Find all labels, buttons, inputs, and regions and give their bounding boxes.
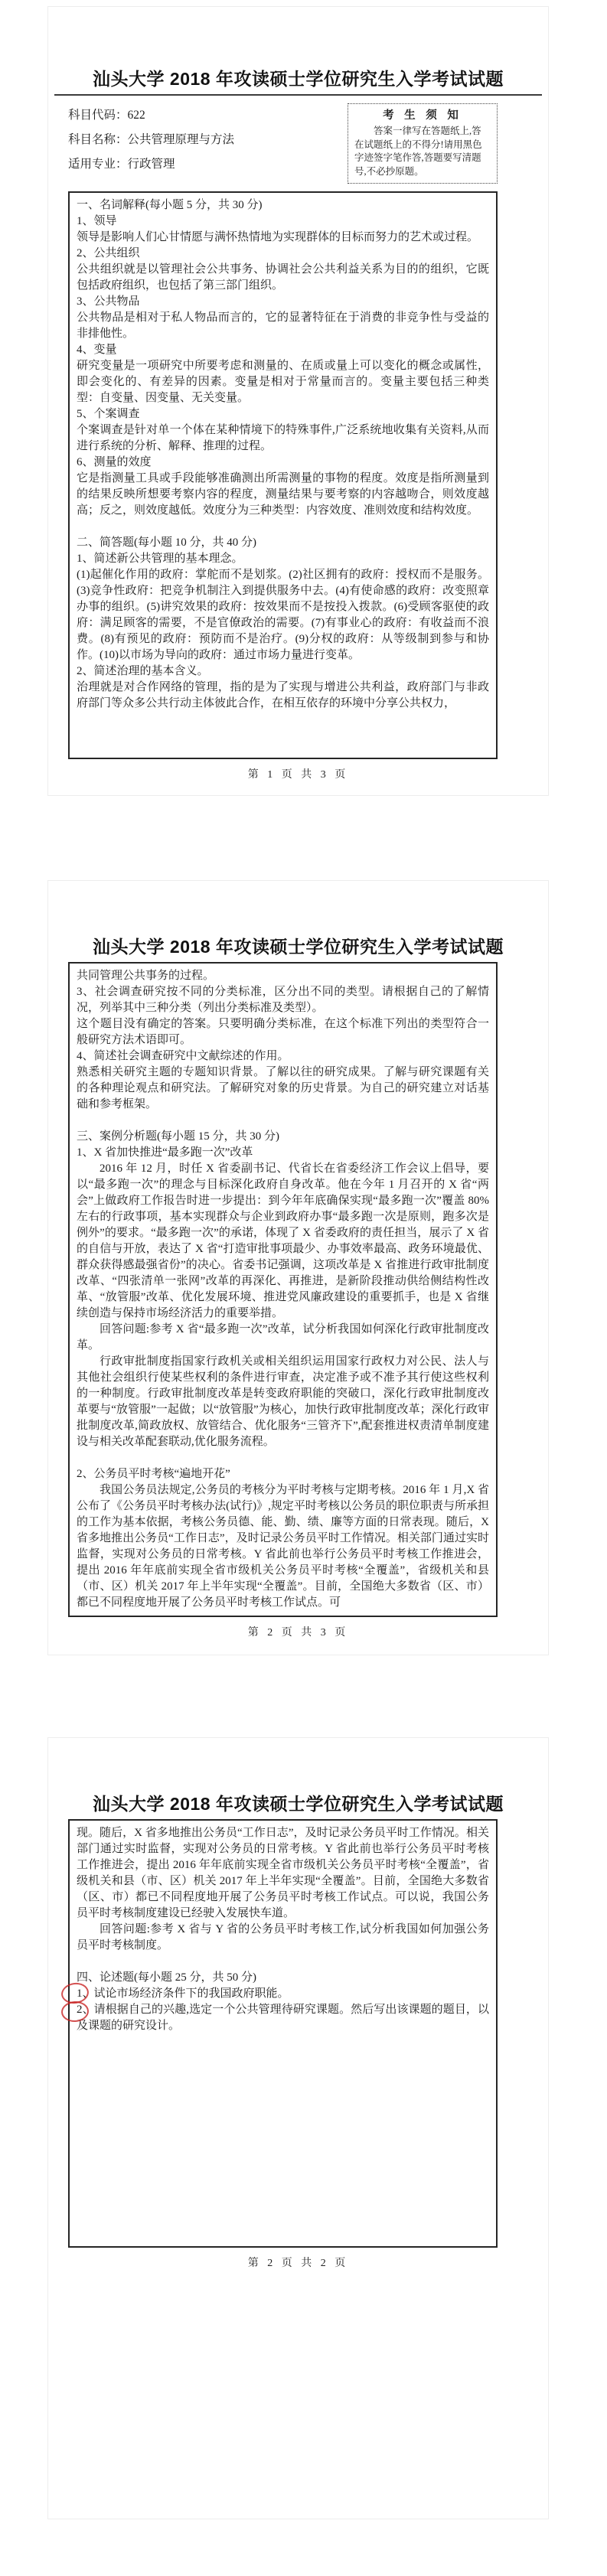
exam-page-3 — [47, 1737, 549, 2519]
page-title: 汕头大学 2018 年攻读硕士学位研究生入学考试试题 — [93, 69, 504, 89]
paragraph: 1、简述新公共管理的基本理念。 — [77, 553, 243, 565]
paragraph: 4、简述社会调查研究中文献综述的作用。 — [77, 1050, 289, 1062]
candidate-notice-body: 答案一律写在答题纸上,答在试题纸上的不得分!请用黑色字迹签字笔作答,答题要写清题号,不必抄原题。 — [354, 126, 482, 177]
paragraph: 二、简答题(每小题 10 分，共 40 分) — [77, 536, 256, 549]
page-title: 汕头大学 2018 年攻读硕士学位研究生入学考试试题 — [93, 1794, 504, 1814]
paragraph: 它是指测量工具或手段能够准确测出所需测量的事物的程度。效度是指所测量到的结果反映所想要考察内容的程度，测量结果与要考察的内容越吻合，则效度越高；反之，则效度越低。效度分为三种类型：内容效度、准则效度和结构效度。 — [77, 472, 489, 517]
paragraph: (1)起催化作用的政府：掌舵而不是划浆。(2)社区拥有的政府：授权而不是服务。(3)竞争性政府：把竞争机制注入到提供服务中去。(4)有使命感的政府：改变照章办事的组织。(5)讲究效果的政府：按效果而不是按投入拨款。(6)受顾客驱使的政府：满足顾客的需要，不是官僚政治的需要。(7)有事业心的政府：有收益而不浪费。(8)有预见的政府：预防而不是治疗。(9)分权的政府：从等级制到参与和协作。(10)以市场为导向的政府：通过市场力量进行变革。 — [77, 569, 489, 661]
page-footer: 第 2 页 共 3 页 — [247, 1627, 349, 1639]
paragraph: 1、试论市场经济条件下的我国政府职能。 — [77, 1987, 289, 2000]
title-rule — [54, 94, 542, 96]
paragraph: 6、测量的效度 — [77, 456, 152, 468]
exam-header — [68, 103, 498, 184]
paragraph: 2、公共组织 — [77, 247, 140, 259]
exam-page-2 — [47, 880, 549, 1655]
paragraph: 行政审批制度指国家行政机关或相关组织运用国家行政权力对公民、法人与其他社会组织行使某些权利的条件进行审查，决定准予或不准予其行使这些权利的一种制度。行政审批制度改革是转变政府职能的突破口，深化行政审批制度改革要与“放管服”一起做；以“放管服”为核心，加快行政审批制度改革；深化行政审批制度改革,简政放权、放管结合、优化服务“三管齐下”,配套推进权责清单制度建设与相关改革配套联动,优化服务流程。 — [77, 1355, 489, 1448]
paragraph: 这个题目没有确定的答案。只要明确分类标准，在这个标准下列出的类型符合一般研究方法术语即可。 — [77, 1018, 489, 1046]
subject-meta — [68, 103, 234, 184]
paragraph: 我国公务员法规定,公务员的考核分为平时考核与定期考核。2016 年 1 月,X 省公布了《公务员平时考核办法(试行)》,规定平时考核以公务员的职位职责与所承担的工作为基本依据，考核公务员德、能、勤、绩、廉等方面的日常表现。随后，X 省多地推出公务员“工作日志”，及时记录公务员平时工作情况。相关部门通过实时监督，实现对公务员的日常考核。Y 省此前也举行公务员平时考核工作推进会，提出 2016 年年底前实现全省市级机关公务员平时考核“全覆盖”，省级机关和县（市、区）机关 2017 年上半年实现“全覆盖”。目前，全国绝大多数省（区、市）都已不同程度地开展了公务员平时考核工作试点。可 — [77, 1484, 489, 1609]
candidate-notice-box — [348, 103, 498, 184]
paragraph: 治理就是对合作网络的管理，指的是为了实现与增进公共利益，政府部门与非政府部门等众多公共行动主体彼此合作，在相互依存的环境中分享公共权力， — [77, 681, 489, 709]
paragraph: 研究变量是一项研究中所要考虑和测量的、在质或量上可以变化的概念或属性，即会变化的、有差异的因素。变量是相对于常量而言的。变量主要包括三种类型：自变量、因变量、无关变量。 — [77, 360, 489, 404]
exam-page-1 — [47, 6, 549, 796]
paragraph: 回答问题:参考 X 省与 Y 省的公务员平时考核工作,试分析我国如何加强公务员平时考核制度。 — [77, 1923, 489, 1952]
page-footer: 第 2 页 共 2 页 — [247, 2258, 349, 2269]
paragraph: 一、名词解释(每小题 5 分，共 30 分) — [77, 199, 263, 211]
applicable-major: 适用专业：行政管理 — [68, 158, 175, 171]
paragraph: 现。随后，X 省多地推出公务员“工作日志”，及时记录公务员平时工作情况。相关部门通过实时监督，实现对公务员的日常考核。Y 省此前也举行公务员平时考核工作推进会，提出 2016 年年底前实现全省市级机关公务员平时考核“全覆盖”，省级机关和县（市、区）机关 2017 年上半年实现“全覆盖”。目前，全国绝大多数省（区、市）都已不同程度地开展了公务员平时考核工作试点。可以说，我国公务员平时考核制度建设已经驶入发展快车道。 — [77, 1827, 489, 1919]
paragraph: 公共物品是相对于私人物品而言的，它的显著特征在于消费的非竞争性与受益的非排他性。 — [77, 311, 489, 340]
paragraph: 四、论述题(每小题 25 分，共 50 分) — [77, 1971, 256, 1984]
subject-code: 科目代码：622 — [68, 109, 145, 122]
paragraph: 5、个案调查 — [77, 408, 140, 420]
paragraph: 2、简述治理的基本含义。 — [77, 665, 209, 677]
paragraph: 领导是影响人们心甘情愿与满怀热情地为实现群体的目标而努力的艺术或过程。 — [77, 231, 479, 243]
paragraph: 2、请根据自己的兴趣,选定一个公共管理待研究课题。然后写出该课题的题目，以及课题的研究设计。 — [77, 2004, 489, 2032]
question-area-page-3 — [68, 1819, 498, 2248]
page-title: 汕头大学 2018 年攻读硕士学位研究生入学考试试题 — [93, 937, 504, 957]
question-area-page-1 — [68, 191, 498, 759]
subject-name: 科目名称：公共管理原理与方法 — [68, 133, 235, 146]
question-area-page-2 — [68, 962, 498, 1617]
paragraph: 3、公共物品 — [77, 295, 140, 308]
paragraph: 个案调查是针对单一个体在某种情境下的特殊事件,广泛系统地收集有关资料,从而进行系统的分析、解释、推理的过程。 — [77, 424, 489, 452]
paragraph: 3、社会调查研究按不同的分类标准，区分出不同的类型。请根据自己的了解情况，列举其中三种分类（列出分类标准及类型）。 — [77, 986, 489, 1014]
paragraph: 2016 年 12 月，时任 X 省委副书记、代省长在省委经济工作会议上倡导，要以“最多跑一次”的理念与目标深化政府自身改革。他在今年 1 月召开的 X 省“两会”上做政府工作报告时进一步提出：到今年年底确保实现“最多跑一次”覆盖 80%左右的行政事项，基本实现群众与企业到政府办事“最多跑一次是原则，跑多次是例外”的要求。“最多跑一次”的承诺，体现了 X 省委政府的责任担当，展示了 X 省的自信与开放，表达了 X 省“打造审批事项最少、办事效率最高、政务环境最优、群众获得感最强省份”的决心。省委书记强调，这项改革是 X 省推进行政审批制度改革、“四张清单一张网”改革的再深化、再推进，是新阶段推动供给侧结构性改革、“放管服”改革、优化发展环境、推进党风廉政建设的重要抓手，也是 X 省继续创造与保持市场经济活力的重要举措。 — [77, 1162, 489, 1319]
paragraph: 共同管理公共事务的过程。 — [77, 970, 215, 982]
candidate-notice-title: 考 生 须 知 — [383, 109, 462, 122]
paragraph: 2、公务员平时考核“遍地开花” — [77, 1468, 230, 1480]
paragraph: 公共组织就是以管理社会公共事务、协调社会公共利益关系为目的的组织，它既包括政府组织，也包括了第三部门组织。 — [77, 263, 489, 292]
page-footer: 第 1 页 共 3 页 — [247, 769, 349, 781]
paragraph: 三、案例分析题(每小题 15 分，共 30 分) — [77, 1130, 279, 1143]
paragraph: 1、领导 — [77, 215, 117, 227]
paragraph: 熟悉相关研究主题的专题知识背景。了解以往的研究成果。了解与研究课题有关的各种理论观点和研究法。了解研究对象的历史背景。为自己的研究建立对话基础和参考框架。 — [77, 1066, 489, 1110]
paragraph: 4、变量 — [77, 344, 117, 356]
paragraph: 1、X 省加快推进“最多跑一次”改革 — [77, 1146, 253, 1159]
paragraph: 回答问题:参考 X 省“最多跑一次”改革，试分析我国如何深化行政审批制度改革。 — [77, 1323, 489, 1352]
